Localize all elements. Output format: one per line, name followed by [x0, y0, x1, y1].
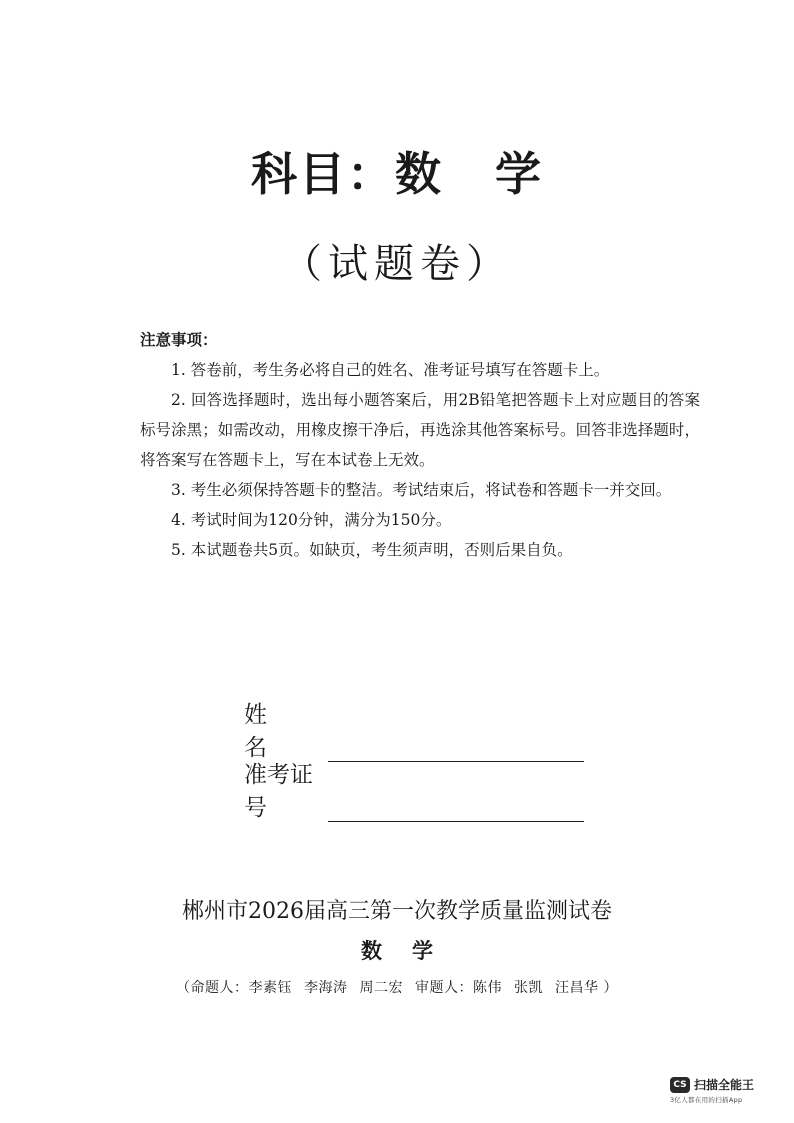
- exam-title: 郴州市2026届高三第一次教学质量监测试卷: [182, 899, 612, 924]
- exam-subject: [0, 935, 794, 965]
- scanner-watermark: [670, 1076, 780, 1104]
- exam-id-field: [244, 756, 584, 822]
- subject-title: [0, 138, 794, 204]
- watermark-name: 扫描全能王: [694, 1078, 755, 1092]
- subject-prefix: 科目：数: [251, 147, 443, 201]
- notice-item: 4. 考试时间为120分钟，满分为150分。: [171, 511, 452, 529]
- notice-item: 1. 答卷前，考生务必将自己的姓名、准考证号填写在答题卡上。: [171, 361, 610, 379]
- camscanner-logo-icon: CS: [670, 1077, 690, 1093]
- notice-title: 注意事项：: [140, 331, 218, 349]
- reviewer-3: 汪昌华 ）: [555, 980, 618, 996]
- paper-type: （试题卷）: [282, 241, 512, 287]
- exam-subject-a: 数: [361, 939, 382, 963]
- notice-item: 3. 考生必须保持答题卡的整洁。考试结束后，将试卷和答题卡一并交回。: [171, 481, 672, 499]
- reviewer-1: 审题人：陈伟: [415, 980, 503, 996]
- exam-id-label: 准考证号: [244, 762, 313, 821]
- notice-item: 5. 本试题卷共5页。如缺页，考生须声明，否则后果自负。: [171, 541, 573, 559]
- watermark-tagline: 3亿人都在用的扫描App: [670, 1096, 743, 1104]
- name-field: [244, 696, 584, 762]
- exam-id-blank-line[interactable]: [328, 795, 584, 822]
- subject-suffix: 学: [495, 147, 543, 201]
- author-3: 周二宏: [359, 980, 404, 996]
- notice-item: 2. 回答选择题时，选出每小题答案后，用2B铅笔把答题卡上对应题目的答案标号涂黑；如需改动，用橡皮擦干净后，再选涂其他答案标号。回答非选择题时，将答案写在答题卡上，写在本试卷上无效。: [140, 391, 700, 469]
- authors-line: [0, 977, 794, 997]
- reviewer-2: 张凯: [514, 980, 544, 996]
- name-label: 姓名: [244, 702, 309, 761]
- author-2: 李海涛: [304, 980, 348, 996]
- notice-section: [140, 325, 700, 565]
- exam-subject-b: 学: [412, 939, 433, 963]
- author-1: （命题人：李素钰: [176, 980, 293, 996]
